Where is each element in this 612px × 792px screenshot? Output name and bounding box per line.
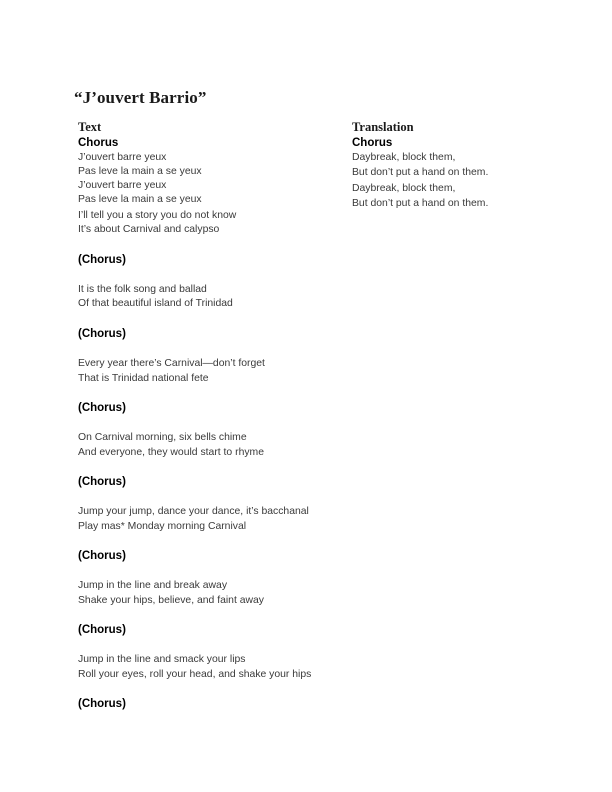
translation-chorus-line: But don’t put a hand on them.: [352, 167, 489, 178]
chorus-reference: (Chorus): [78, 402, 126, 414]
translation-chorus-label: Chorus: [352, 137, 393, 149]
translation-chorus-line: Daybreak, block them,: [352, 152, 456, 163]
verse-line: And everyone, they would start to rhyme: [78, 447, 264, 458]
text-column-heading: Text: [78, 120, 102, 134]
text-chorus-line: Pas leve la main a se yeux: [78, 194, 202, 205]
text-chorus-label: Chorus: [78, 137, 119, 149]
verse-line: Jump in the line and smack your lips: [78, 654, 246, 665]
translation-chorus-line: Daybreak, block them,: [352, 183, 456, 194]
chorus-reference: (Chorus): [78, 698, 126, 710]
verse-line: Jump your jump, dance your dance, it’s bacchanal: [78, 506, 309, 517]
translation-column-heading: Translation: [352, 120, 414, 134]
text-chorus-line: J’ouvert barre yeux: [78, 180, 167, 191]
verse-line: Jump in the line and break away: [78, 580, 228, 591]
verse-line: On Carnival morning, six bells chime: [78, 432, 247, 443]
translation-chorus-line: But don’t put a hand on them.: [352, 198, 489, 209]
chorus-reference: (Chorus): [78, 476, 126, 488]
verse-line: Every year there’s Carnival—don’t forget: [78, 358, 265, 369]
verse-line: Of that beautiful island of Trinidad: [78, 298, 233, 309]
text-chorus-line: I’ll tell you a story you do not know: [78, 210, 237, 221]
chorus-reference: (Chorus): [78, 328, 126, 340]
verse-line: That is Trinidad national fete: [78, 373, 209, 384]
chorus-reference: (Chorus): [78, 254, 126, 266]
chorus-reference: (Chorus): [78, 550, 126, 562]
chorus-reference: (Chorus): [78, 624, 126, 636]
song-title: “J’ouvert Barrio”: [74, 88, 207, 107]
verse-line: Roll your eyes, roll your head, and shake your hips: [78, 669, 312, 680]
verse-line: Play mas* Monday morning Carnival: [78, 521, 247, 532]
text-chorus-line: It’s about Carnival and calypso: [78, 224, 220, 235]
text-chorus-line: Pas leve la main a se yeux: [78, 166, 202, 177]
verse-line: Shake your hips, believe, and faint away: [78, 595, 264, 606]
verse-line: It is the folk song and ballad: [78, 284, 207, 295]
text-chorus-line: J’ouvert barre yeux: [78, 152, 167, 163]
